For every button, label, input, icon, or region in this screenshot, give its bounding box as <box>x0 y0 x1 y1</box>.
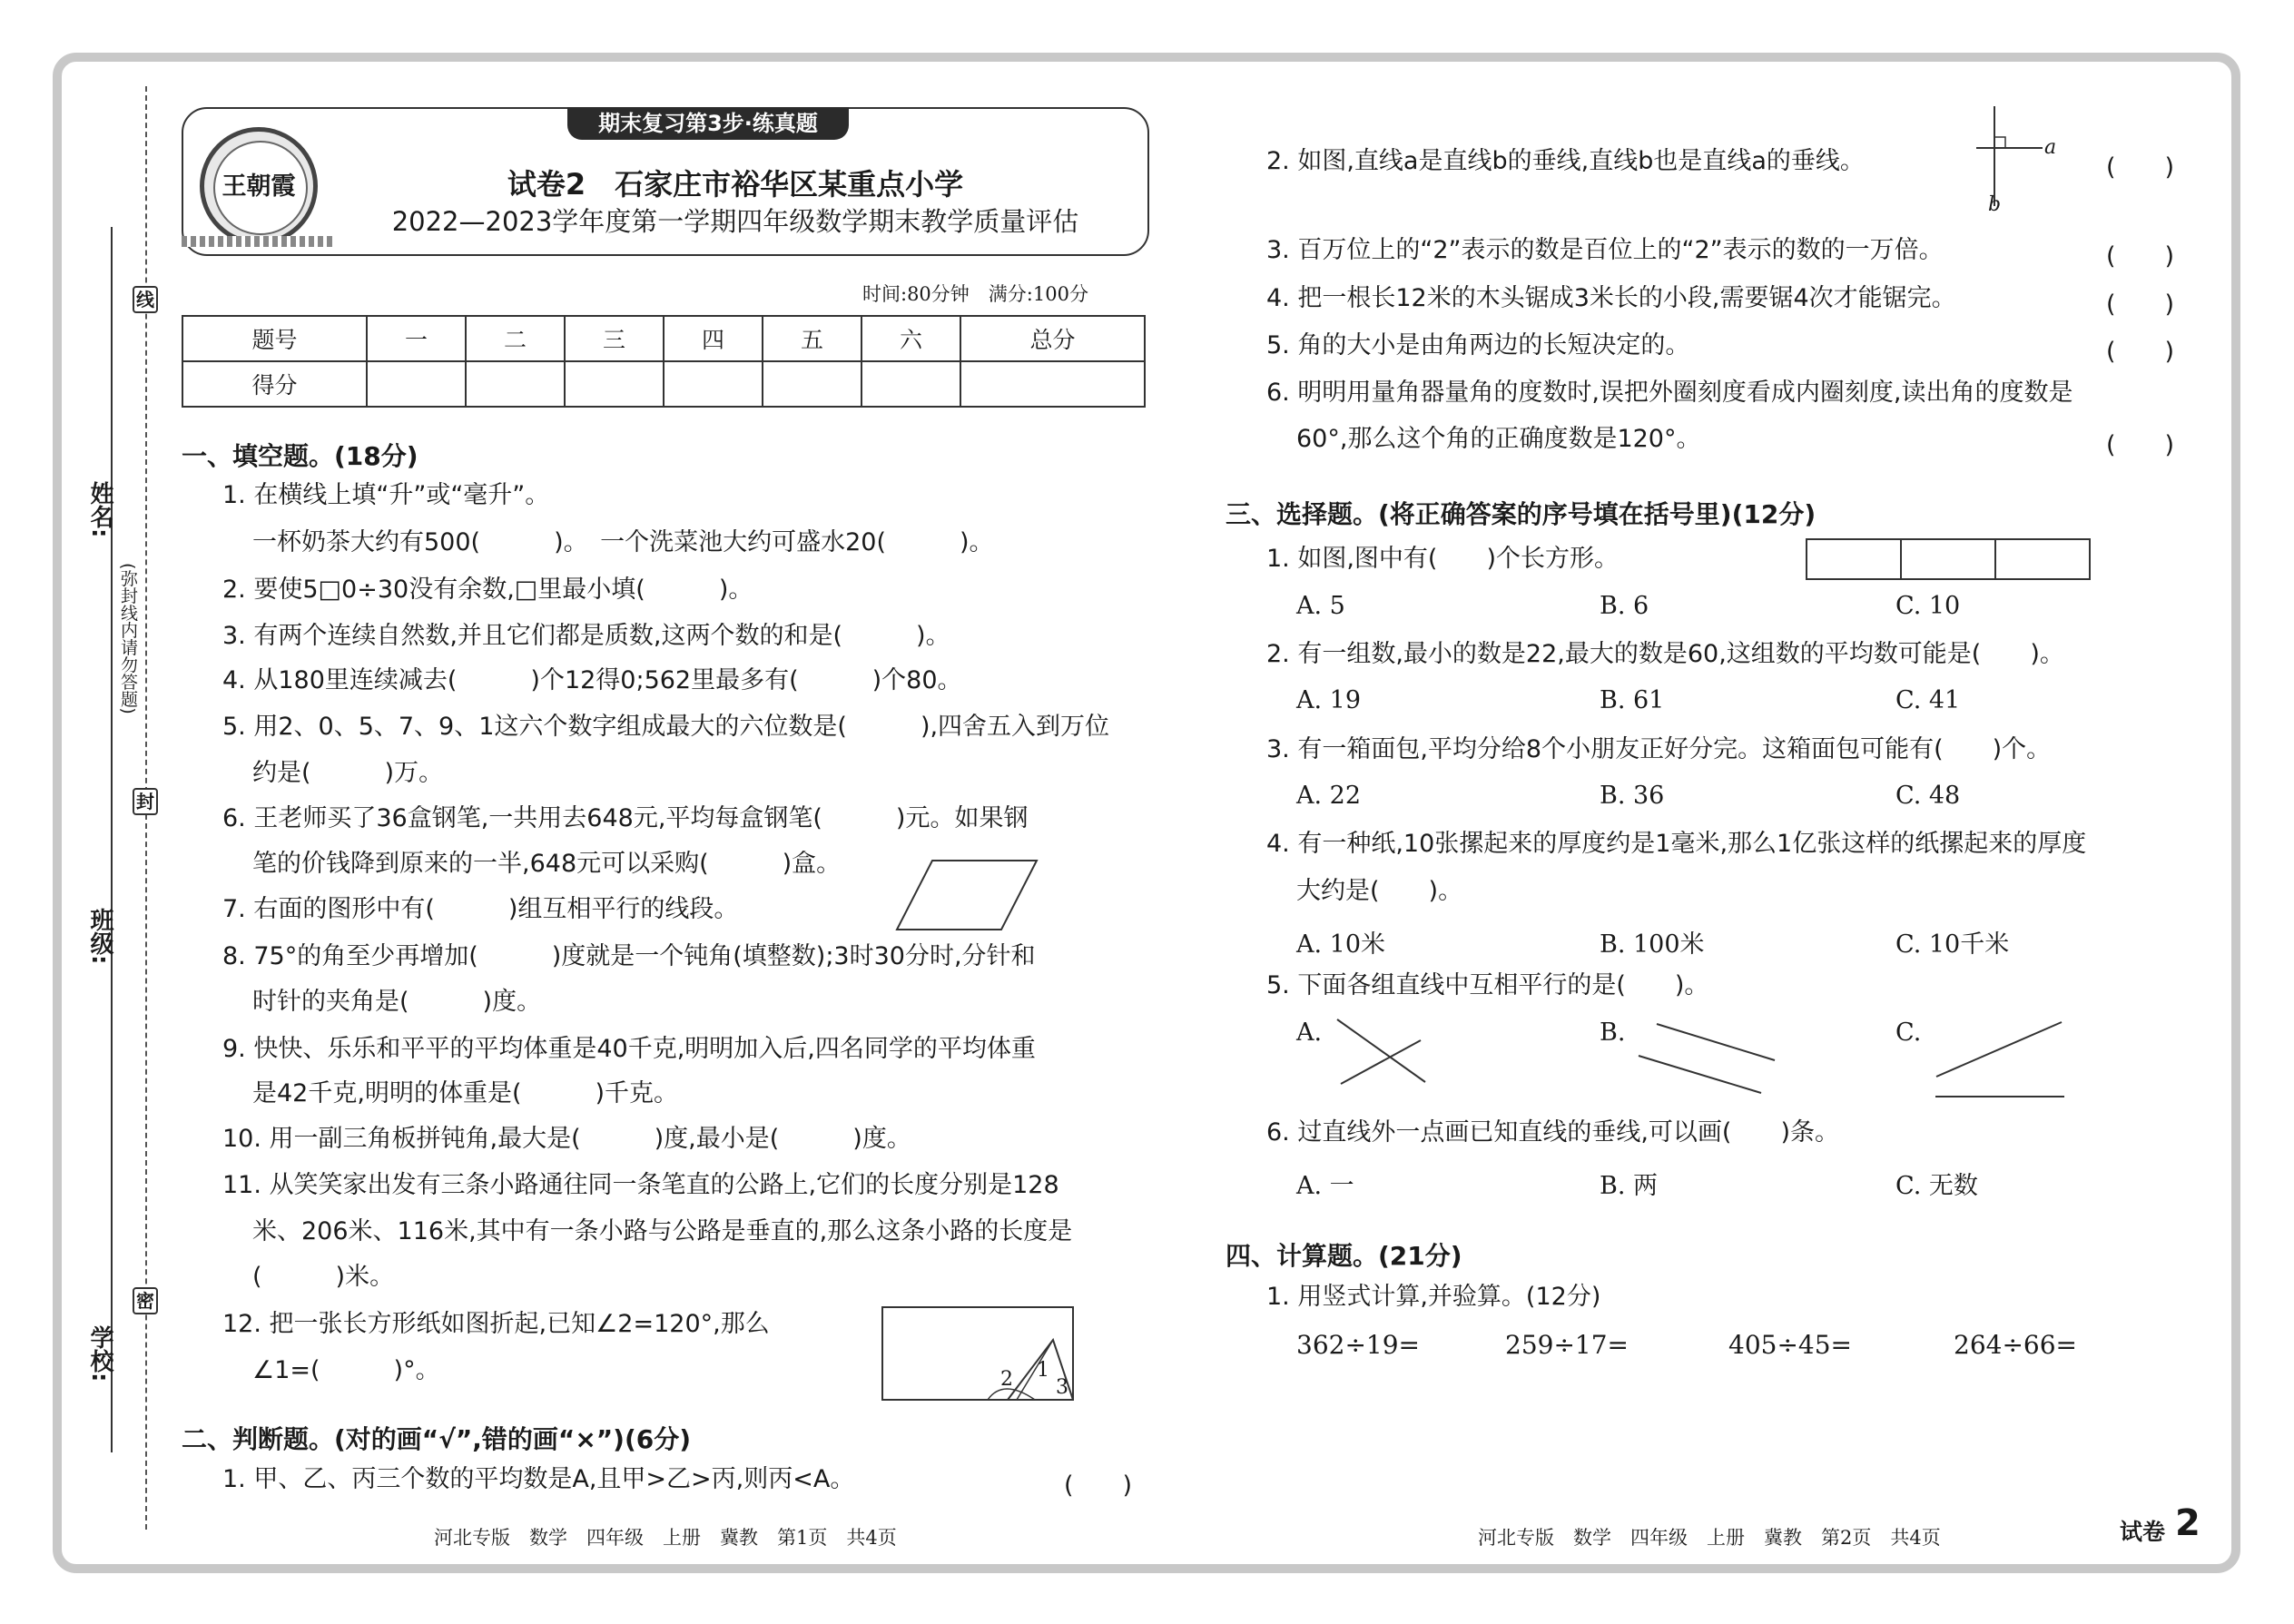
rectangle-strip-figure <box>1805 537 2093 583</box>
logo-stripe <box>182 236 336 247</box>
choice-1-option-b[interactable]: B. 6 <box>1600 592 1649 620</box>
judge-question-5: 5. 角的大小是由角两边的长短决定的。 <box>1266 331 1690 359</box>
seal-notice: (弥封线内请勿答题) <box>118 563 138 714</box>
choice-question-4-cont: 大约是( )。 <box>1296 877 1463 905</box>
score-cell[interactable] <box>664 361 763 407</box>
choice-4-option-a[interactable]: A. 10米 <box>1296 930 1386 959</box>
choice-question-1: 1. 如图,图中有( )个长方形。 <box>1266 545 1619 573</box>
logo-seal <box>200 127 318 245</box>
score-cell[interactable] <box>367 361 466 407</box>
calc-item-2: 259÷17= <box>1505 1330 1629 1360</box>
choice-2-option-b[interactable]: B. 61 <box>1600 686 1665 714</box>
judge-question-4: 4. 把一根长12米的木头锯成3米长的小段,需要锯4次才能锯完。 <box>1266 284 1956 312</box>
score-cell[interactable] <box>763 361 861 407</box>
calc-item-3: 405÷45= <box>1728 1330 1852 1360</box>
question-1-6: 6. 王老师买了36盒钢笔,一共用去648元,平均每盒钢笔( )元。如果钢 <box>222 804 1029 832</box>
choice-6-option-c[interactable]: C. 无数 <box>1895 1172 1978 1200</box>
footer-badge-number: 2 <box>2175 1502 2200 1544</box>
choice-question-5: 5. 下面各组直线中互相平行的是( )。 <box>1266 971 1709 999</box>
choice-6-option-b[interactable]: B. 两 <box>1600 1172 1659 1200</box>
score-header-cell: 总分 <box>960 316 1145 361</box>
question-1-10: 10. 用一副三角板拼钝角,最大是( )度,最小是( )度。 <box>222 1125 911 1153</box>
choice-1-option-a[interactable]: A. 5 <box>1296 592 1345 620</box>
section4-heading: 四、计算题。(21分) <box>1226 1241 1462 1271</box>
score-header-cell: 五 <box>763 316 861 361</box>
choice-3-option-b[interactable]: B. 36 <box>1600 782 1665 810</box>
judge-question-6-cont: 60°,那么这个角的正确度数是120°。 <box>1296 425 1701 453</box>
seal-solid-line <box>111 227 113 1452</box>
header-banner: 期末复习第3步·练真题 <box>567 107 849 140</box>
question-1-7: 7. 右面的图形中有( )组互相平行的线段。 <box>222 895 739 923</box>
section1-heading: 一、填空题。(18分) <box>182 441 418 471</box>
question-1-5-cont: 约是( )万。 <box>252 759 444 787</box>
choice-3-option-c[interactable]: C. 48 <box>1895 782 1961 810</box>
choice-question-4: 4. 有一种纸,10张摞起来的厚度约是1毫米,那么1亿张这样的纸摞起来的厚度 <box>1266 830 2087 858</box>
score-cell[interactable] <box>960 361 1145 407</box>
score-header-cell: 六 <box>861 316 960 361</box>
judge-question-6: 6. 明明用量角器量角的度数时,误把外圈刻度看成内圈刻度,读出角的度数是 <box>1266 379 2073 407</box>
choice-6-option-a[interactable]: A. 一 <box>1296 1172 1354 1200</box>
score-header-cell: 题号 <box>182 316 367 361</box>
question-1-9-cont: 是42千克,明明的体重是( )千克。 <box>252 1079 679 1107</box>
footer-left: 河北专版 数学 四年级 上册 冀教 第1页 共4页 <box>434 1527 897 1549</box>
score-header-row <box>182 316 1145 361</box>
choice-question-3: 3. 有一箱面包,平均分给8个小朋友正好分完。这箱面包可能有( )个。 <box>1266 735 2052 763</box>
judge-answer-6[interactable]: ( ) <box>2106 431 2175 459</box>
choice-question-2: 2. 有一组数,最小的数是22,最大的数是60,这组数的平均数可能是( )。 <box>1266 640 2064 668</box>
score-row-label: 得分 <box>182 361 367 407</box>
question-1-3: 3. 有两个连续自然数,并且它们都是质数,这两个数的和是( )。 <box>222 622 950 650</box>
judge-question-3: 3. 百万位上的“2”表示的数是百位上的“2”表示的数的一万倍。 <box>1266 236 1944 264</box>
question-1-11-cont2: ( )米。 <box>252 1263 395 1291</box>
score-header-cell: 三 <box>565 316 664 361</box>
judge-question-1: 1. 甲、乙、丙三个数的平均数是A,且甲>乙>丙,则丙<A。 <box>222 1465 855 1493</box>
choice-2-option-c[interactable]: C. 41 <box>1895 686 1961 714</box>
question-1-8-cont: 时针的夹角是( )度。 <box>252 988 542 1016</box>
question-1-2: 2. 要使5□0÷30没有余数,□里最小填( )。 <box>222 576 753 604</box>
question-1-8: 8. 75°的角至少再增加( )度就是一个钝角(填整数);3时30分时,分针和 <box>222 942 1036 970</box>
question-1-12-cont: ∠1=( )°。 <box>252 1356 440 1384</box>
judge-answer-3[interactable]: ( ) <box>2106 242 2175 271</box>
school-label: 学校: <box>86 1325 113 1383</box>
section2-heading: 二、判断题。(对的画“√”,错的画“×”)(6分) <box>182 1424 692 1454</box>
question-1-11: 11. 从笑笑家出发有三条小路通往同一条笔直的公路上,它们的长度分别是128 <box>222 1171 1059 1199</box>
score-header-cell: 二 <box>466 316 565 361</box>
footer-right: 河北专版 数学 四年级 上册 冀教 第2页 共4页 <box>1478 1527 1941 1549</box>
time-info: 时间:80分钟 满分:100分 <box>862 283 1088 305</box>
score-header-cell: 一 <box>367 316 466 361</box>
choice-5-option-a[interactable]: A. <box>1296 1019 1323 1047</box>
line-a-label: a <box>2044 136 2057 159</box>
score-value-row <box>182 361 1145 407</box>
choice-4-option-b[interactable]: B. 100米 <box>1600 930 1705 959</box>
judge-answer-4[interactable]: ( ) <box>2106 290 2175 319</box>
calc-question-1: 1. 用竖式计算,并验算。(12分) <box>1266 1283 1601 1311</box>
judge-question-2: 2. 如图,直线a是直线b的垂线,直线b也是直线a的垂线。 <box>1266 147 1865 175</box>
choice-3-option-a[interactable]: A. 22 <box>1296 782 1362 810</box>
parallelogram-figure <box>894 858 1039 932</box>
judge-answer-2[interactable]: ( ) <box>2106 153 2175 182</box>
section3-heading: 三、选择题。(将正确答案的序号填在括号里)(12分) <box>1226 499 1816 529</box>
folded-paper-figure <box>881 1305 1076 1402</box>
footer-badge-text: 试卷 <box>2120 1519 2166 1545</box>
score-cell[interactable] <box>466 361 565 407</box>
question-1-4: 4. 从180里连续减去( )个12得0;562里最多有( )个80。 <box>222 666 962 694</box>
fold-angle-label-2: 2 <box>1000 1368 1013 1391</box>
class-label: 班级: <box>86 908 113 965</box>
question-1-1: 1. 在横线上填“升”或“毫升”。 <box>222 481 550 509</box>
line-b-label: b <box>1988 193 2002 216</box>
choice-2-option-a[interactable]: A. 19 <box>1296 686 1362 714</box>
choice-1-option-c[interactable]: C. 10 <box>1895 592 1961 620</box>
choice-5-option-b[interactable]: B. <box>1600 1019 1626 1047</box>
calc-item-4: 264÷66= <box>1954 1330 2077 1360</box>
score-header-cell: 四 <box>664 316 763 361</box>
question-1-6-cont: 笔的价钱降到原来的一半,648元可以采购( )盒。 <box>252 850 842 878</box>
parallel-lines-figure <box>1634 1015 1779 1097</box>
choice-4-option-c[interactable]: C. 10千米 <box>1895 930 2010 959</box>
question-1-11-cont: 米、206米、116米,其中有一条小路与公路是垂直的,那么这条小路的长度是 <box>252 1217 1073 1245</box>
choice-5-option-c[interactable]: C. <box>1895 1019 1922 1047</box>
logo-text: 王朝霞 <box>222 172 296 201</box>
fold-angle-label-3: 3 <box>1056 1376 1068 1399</box>
judge-answer-1[interactable]: ( ) <box>1064 1471 1133 1500</box>
question-1-5: 5. 用2、0、5、7、9、1这六个数字组成最大的六位数是( ),四舍五入到万位 <box>222 713 1110 741</box>
question-1-12: 12. 把一张长方形纸如图折起,已知∠2=120°,那么 <box>222 1310 770 1338</box>
seal-char-feng: 封 <box>133 788 158 815</box>
choice-question-6: 6. 过直线外一点画已知直线的垂线,可以画( )条。 <box>1266 1118 1839 1147</box>
diverging-lines-figure <box>1932 1015 2068 1102</box>
question-1-1-items: 一杯奶茶大约有500( )。 一个洗菜池大约可盛水20( )。 <box>252 528 994 556</box>
question-1-9: 9. 快快、乐乐和平平的平均体重是40千克,明明加入后,四名同学的平均体重 <box>222 1035 1036 1063</box>
perpendicular-figure <box>1974 104 2056 222</box>
name-label: 姓名: <box>86 481 113 538</box>
exam-subtitle: 2022—2023学年度第一学期四年级数学期末教学质量评估 <box>391 206 1079 237</box>
score-table <box>182 315 1146 408</box>
score-cell[interactable] <box>565 361 664 407</box>
judge-answer-5[interactable]: ( ) <box>2106 338 2175 366</box>
fold-angle-label-1: 1 <box>1037 1359 1049 1382</box>
seal-char-mi: 密 <box>133 1287 158 1314</box>
intersecting-lines-figure <box>1330 1015 1430 1088</box>
calc-item-1: 362÷19= <box>1296 1330 1420 1360</box>
exam-title: 试卷2 石家庄市裕华区某重点小学 <box>507 167 964 202</box>
seal-char-line: 线 <box>133 286 158 313</box>
score-cell[interactable] <box>861 361 960 407</box>
